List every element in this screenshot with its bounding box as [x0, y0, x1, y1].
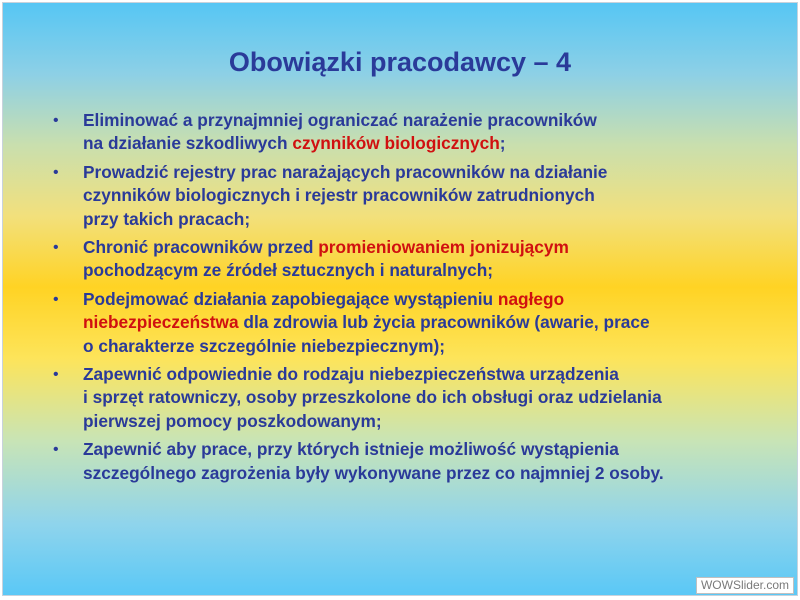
bullet-line [83, 438, 777, 461]
bullet-line [83, 288, 777, 311]
slide-title: Obowiązki pracodawcy – 4 [228, 47, 572, 77]
bullet-text: na działanie szkodliwych [83, 133, 293, 154]
bullet-text: Chronić pracowników przed [83, 237, 319, 258]
bullet-text: Prowadzić rejestry prac narażających pracowników na działanie [83, 161, 608, 182]
highlighted-text: niebezpieczeństwa [83, 312, 239, 333]
bullet-item [47, 438, 777, 485]
bullet-line [83, 363, 777, 386]
bullet-line [83, 386, 777, 409]
bullet-text: Zapewnić odpowiednie do rodzaju niebezpieczeństwa urządzenia [83, 364, 619, 385]
highlighted-text: nagłego [497, 288, 565, 309]
bullet-text: Zapewnić aby prace, przy których istnieje możliwość wystąpienia [83, 439, 619, 460]
bullet-item [47, 363, 777, 433]
bullet-text: o charakterze szczególnie niebezpiecznym); [83, 335, 446, 356]
bullet-text: szczególnego zagrożenia były wykonywane przez co najmniej 2 osoby. [83, 462, 664, 483]
highlighted-text: czynników biologicznych [292, 133, 500, 154]
bullet-line [83, 132, 777, 155]
bullet-line [83, 109, 777, 132]
bullet-item [47, 236, 777, 283]
bullet-line [83, 335, 777, 358]
bullet-line [83, 208, 777, 231]
bullet-line [83, 311, 777, 334]
bullet-line [83, 184, 777, 207]
bullet-text: czynników biologicznych i rejestr pracowników zatrudnionych [83, 185, 595, 206]
bullet-text: i sprzęt ratowniczy, osoby przeszkolone do ich obsługi oraz udzielania [83, 387, 662, 408]
bullet-line [83, 161, 777, 184]
bullet-list [47, 109, 777, 490]
bullet-dot: • [53, 163, 59, 181]
bullet-text: Eliminować a przynajmniej ograniczać narażenie pracowników [83, 110, 597, 130]
bullet-text: Podejmować działania zapobiegające wystąpieniu [83, 288, 498, 309]
bullet-text: pierwszej pomocy poszkodowanym; [83, 410, 382, 431]
wowslider-watermark[interactable]: WOWSlider.com [696, 577, 794, 594]
bullet-item [47, 109, 777, 156]
bullet-line [83, 236, 777, 259]
slide [2, 2, 798, 596]
bullet-dot: • [53, 290, 59, 308]
highlighted-text: promieniowaniem jonizującym [318, 237, 569, 258]
bullet-text: przy takich pracach; [83, 208, 251, 229]
bullet-dot: • [53, 239, 59, 257]
bullet-item [47, 288, 777, 358]
bullet-text: pochodzącym ze źródeł sztucznych i naturalnych; [83, 260, 494, 281]
bullet-item [47, 161, 777, 231]
bullet-dot: • [53, 112, 59, 129]
bullet-dot: • [53, 366, 59, 384]
bullet-dot: • [53, 441, 59, 459]
bullet-line [83, 462, 777, 485]
bullet-text: dla zdrowia lub życia pracowników (awarie, prace [238, 312, 650, 333]
bullet-line [83, 410, 777, 433]
bullet-line [83, 259, 777, 282]
bullet-text: ; [499, 133, 506, 154]
